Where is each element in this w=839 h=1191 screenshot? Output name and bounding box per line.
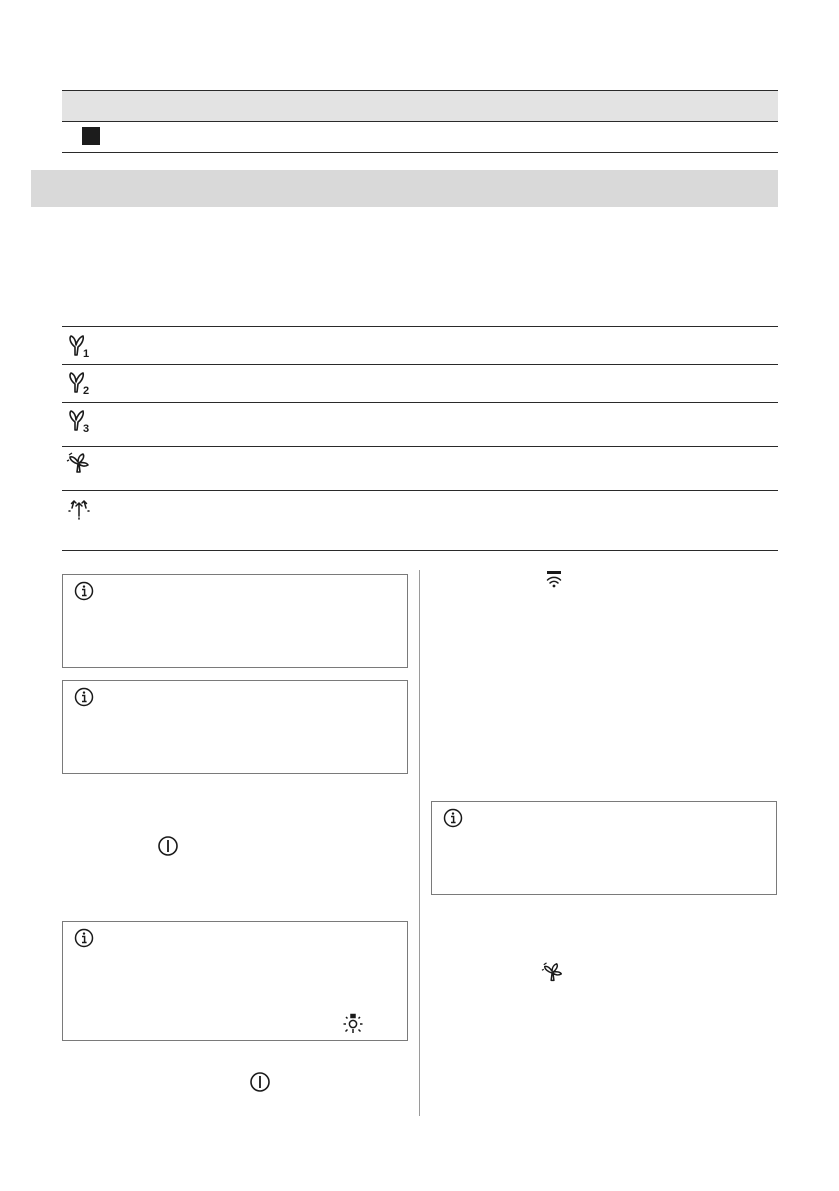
info-note-box xyxy=(62,680,408,774)
table-rule xyxy=(62,550,778,551)
info-note-box xyxy=(62,921,408,1041)
power-icon xyxy=(249,1071,271,1093)
power-icon xyxy=(157,835,179,857)
info-icon xyxy=(74,928,94,948)
info-note-box xyxy=(62,574,408,668)
black-square-symbol xyxy=(82,127,100,145)
table-rule xyxy=(62,121,778,122)
table-rule xyxy=(62,402,778,403)
table-rule xyxy=(62,490,778,491)
table-rule xyxy=(62,152,778,153)
fan-boost-icon xyxy=(66,451,92,477)
fan-speed-subscript: 3 xyxy=(83,423,90,434)
info-icon xyxy=(74,687,94,707)
table-rule xyxy=(62,446,778,447)
table-header-row xyxy=(62,90,778,121)
info-icon xyxy=(74,581,94,601)
fan-speed-2-icon xyxy=(66,370,92,396)
breeze-icon xyxy=(66,496,92,522)
section-heading-bar xyxy=(31,170,778,207)
column-divider xyxy=(419,570,420,1116)
fan-speed-subscript: 1 xyxy=(83,348,90,359)
table-rule xyxy=(62,326,778,327)
fan-speed-subscript: 2 xyxy=(83,385,90,396)
fan-speed-1-icon xyxy=(66,333,92,359)
info-icon xyxy=(443,808,463,828)
info-note-box xyxy=(431,801,777,895)
fan-speed-3-icon xyxy=(66,408,92,434)
light-icon xyxy=(342,1013,364,1035)
hob-connect-icon xyxy=(544,570,564,592)
table-rule xyxy=(62,364,778,365)
fan-boost-icon xyxy=(541,961,565,985)
